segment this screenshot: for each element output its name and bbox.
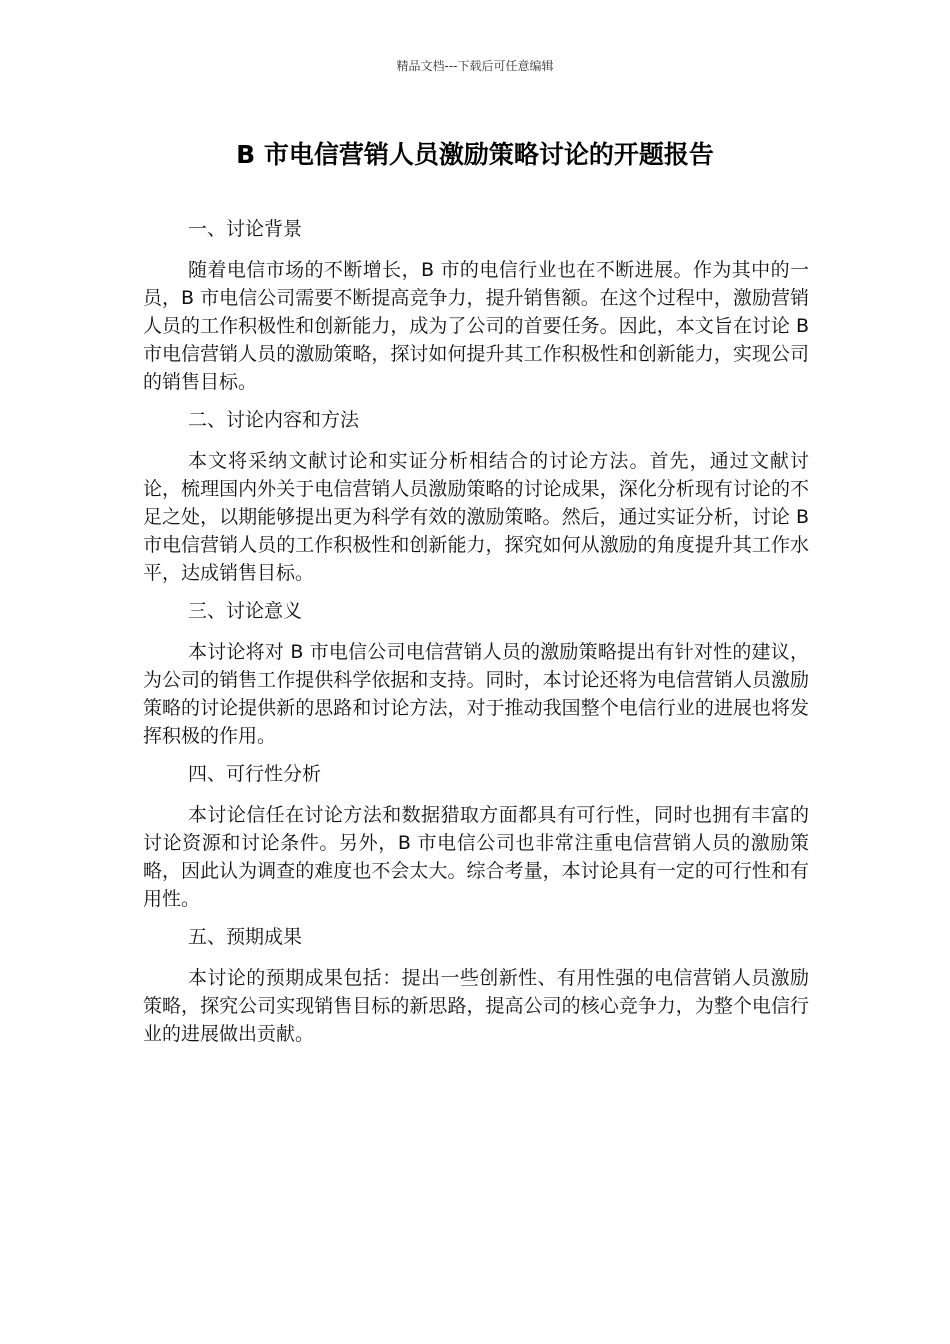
header-note: 精品文档---下载后可任意编辑	[396, 59, 554, 73]
section-background	[143, 215, 809, 396]
section-paragraph: 本讨论信任在讨论方法和数据猎取方面都具有可行性，同时也拥有丰富的讨论资源和讨论条件。另外，B 市电信公司也非常注重电信营销人员的激励策略，因此认为调查的难度也不会太大。综合考量，本讨论具有一定的可行性和有用性。	[143, 804, 809, 910]
section-paragraph: 随着电信市场的不断增长，B 市的电信行业也在不断进展。作为其中的一员，B 市电信公司需要不断提高竞争力，提升销售额。在这个过程中，激励营销人员的工作积极性和创新能力，成为了公司的首要任务。因此，本文旨在讨论 B 市电信营销人员的激励策略，探讨如何提升其工作积极性和创新能力，实现公司的销售目标。	[143, 259, 809, 393]
section-heading: 二、讨论内容和方法	[188, 409, 360, 431]
section-expected-results	[143, 923, 809, 1048]
section-content-and-method	[143, 406, 809, 587]
section-paragraph: 本讨论的预期成果包括：提出一些创新性、有用性强的电信营销人员激励策略，探究公司实现销售目标的新思路，提高公司的核心竞争力，为整个电信行业的进展做出贡献。	[143, 967, 809, 1045]
section-heading: 四、可行性分析	[188, 763, 322, 785]
document-title: B 市电信营销人员激励策略讨论的开题报告	[236, 140, 714, 169]
document-body	[143, 215, 809, 1058]
section-heading: 一、讨论背景	[188, 218, 303, 240]
section-heading: 五、预期成果	[188, 926, 303, 948]
section-paragraph: 本讨论将对 B 市电信公司电信营销人员的激励策略提出有针对性的建议，为公司的销售工作提供科学依据和支持。同时，本讨论还将为电信营销人员激励策略的讨论提供新的思路和讨论方法，对于推动我国整个电信行业的进展也将发挥积极的作用。	[143, 641, 809, 747]
section-heading: 三、讨论意义	[188, 600, 303, 622]
section-feasibility	[143, 760, 809, 913]
section-significance	[143, 597, 809, 750]
section-paragraph: 本文将采纳文献讨论和实证分析相结合的讨论方法。首先，通过文献讨论，梳理国内外关于电信营销人员激励策略的讨论成果，深化分析现有讨论的不足之处，以期能够提出更为科学有效的激励策略。然后，通过实证分析，讨论 B 市电信营销人员的工作积极性和创新能力，探究如何从激励的角度提升其工作水平，达成销售目标。	[143, 450, 809, 584]
